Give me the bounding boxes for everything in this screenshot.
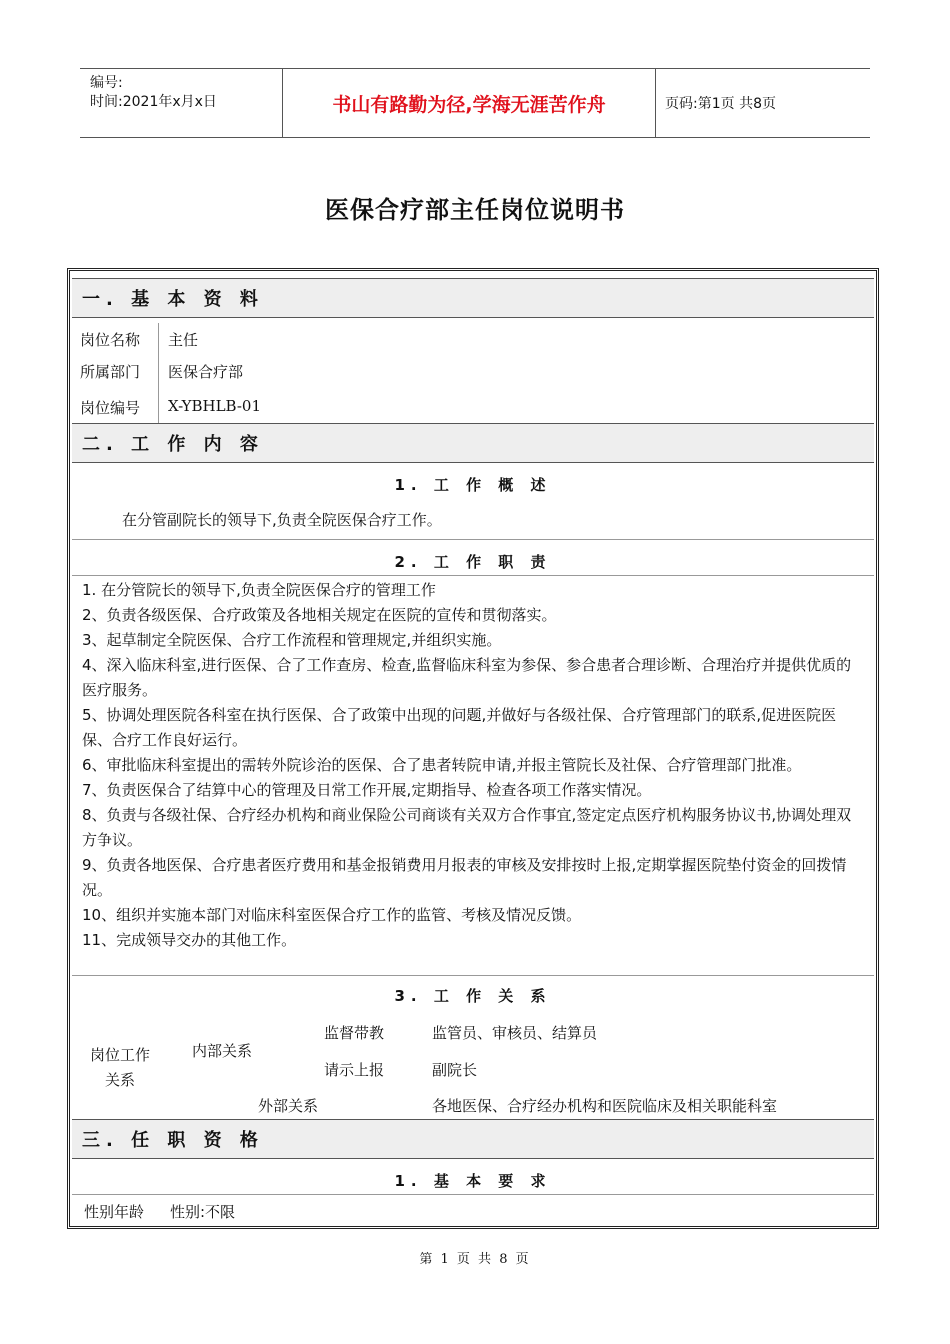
- duty-item: 2、负责各级医保、合疗政策及各地相关规定在医院的宣传和贯彻落实。: [82, 606, 557, 624]
- section-basic-heading: 一. 基 本 资 料: [72, 278, 874, 318]
- header-page-info: 页码:第1页 共8页: [665, 96, 776, 112]
- duties-list: [82, 578, 866, 953]
- field-row-position-code: [72, 389, 874, 423]
- field-value: 医保合疗部: [168, 363, 244, 381]
- page-header: [80, 68, 870, 138]
- field-value: 主任: [168, 331, 199, 349]
- relations-title: 3. 工 作 关 系: [394, 987, 552, 1005]
- duty-item: 6、审批临床科室提出的需转外院诊治的医保、合了患者转院申请,并报主管院长及社保、合疗管理部门批准。: [82, 756, 802, 774]
- page-footer: 第 1 页 共 8 页: [419, 1252, 531, 1267]
- duties-title: 2. 工 作 职 责: [394, 553, 552, 571]
- field-row-department: [72, 355, 874, 389]
- field-row-position-name: [72, 323, 874, 355]
- divider: [158, 355, 159, 389]
- relations-row-label: 岗位工作关系: [89, 1046, 150, 1089]
- supervise-label: 监督带教: [324, 1024, 385, 1042]
- duty-item: 3、起草制定全院医保、合疗工作流程和管理规定,并组织实施。: [82, 631, 502, 649]
- overview-title: 1. 工 作 概 述: [394, 476, 552, 494]
- field-label: 岗位名称: [80, 331, 141, 349]
- duty-item: 5、协调处理医院各科室在执行医保、合了政策中出现的问题,并做好与各级社保、合疗管理部门的联系,促进医院医保、合疗工作良好运行。: [82, 706, 837, 749]
- date-label: 时间:2021年x月x日: [90, 94, 217, 110]
- duty-item: 9、负责各地医保、合疗患者医疗费用和基金报销费用月报表的审核及安排按时上报,定期掌握医院垫付资金的回拨情况。: [82, 856, 847, 899]
- duty-item: 10、组织并实施本部门对临床科室医保合疗工作的监管、考核及情况反馈。: [82, 906, 582, 924]
- basic-requirements-title: 1. 基 本 要 求: [394, 1172, 552, 1190]
- field-label: 岗位编号: [80, 399, 141, 417]
- header-meta: [80, 69, 280, 137]
- job-description-form: [67, 268, 879, 1229]
- field-label: 所属部门: [80, 363, 141, 381]
- overview-text: 在分管副院长的领导下,负责全院医保合疗工作。: [122, 511, 442, 529]
- duty-item: 1. 在分管院长的领导下,负责全院医保合疗的管理工作: [82, 581, 436, 599]
- field-value: X-YBHLB-01: [168, 397, 261, 415]
- divider: [72, 539, 874, 540]
- internal-relations-label: 内部关系: [192, 1042, 253, 1060]
- divider: [72, 575, 874, 576]
- report-label: 请示上报: [324, 1061, 385, 1079]
- divider: [158, 389, 159, 423]
- divider: [72, 1194, 874, 1195]
- supervise-value: 监管员、审核员、结算员: [432, 1024, 598, 1042]
- gender-value: 性别:不限: [170, 1203, 236, 1221]
- duty-item: 7、负责医保合了结算中心的管理及日常工作开展,定期指导、检查各项工作落实情况。: [82, 781, 652, 799]
- external-relations-value: 各地医保、合疗经办机构和医院临床及相关职能科室: [432, 1097, 778, 1115]
- external-relations-label: 外部关系: [258, 1097, 319, 1115]
- divider: [158, 323, 159, 355]
- section-work-heading: 二. 工 作 内 容: [72, 423, 874, 463]
- divider: [72, 975, 874, 976]
- duty-item: 8、负责与各级社保、合疗经办机构和商业保险公司商谈有关双方合作事宜,签定定点医疗机构服务协议书,协调处理双方争议。: [82, 806, 852, 849]
- document-title: 医保合疗部主任岗位说明书: [325, 196, 625, 224]
- duty-item: 11、完成领导交办的其他工作。: [82, 931, 297, 949]
- section-qualification-heading: 三. 任 职 资 格: [72, 1119, 874, 1159]
- report-value: 副院长: [432, 1061, 478, 1079]
- gender-age-label: 性别年龄: [84, 1203, 145, 1221]
- header-motto: 书山有路勤为径,学海无涯苦作舟: [282, 69, 656, 137]
- duty-item: 4、深入临床科室,进行医保、合了工作查房、检查,监督临床科室为参保、参合患者合理诊断、合理治疗并提供优质的医疗服务。: [82, 656, 852, 699]
- number-label: 编号:: [90, 75, 123, 91]
